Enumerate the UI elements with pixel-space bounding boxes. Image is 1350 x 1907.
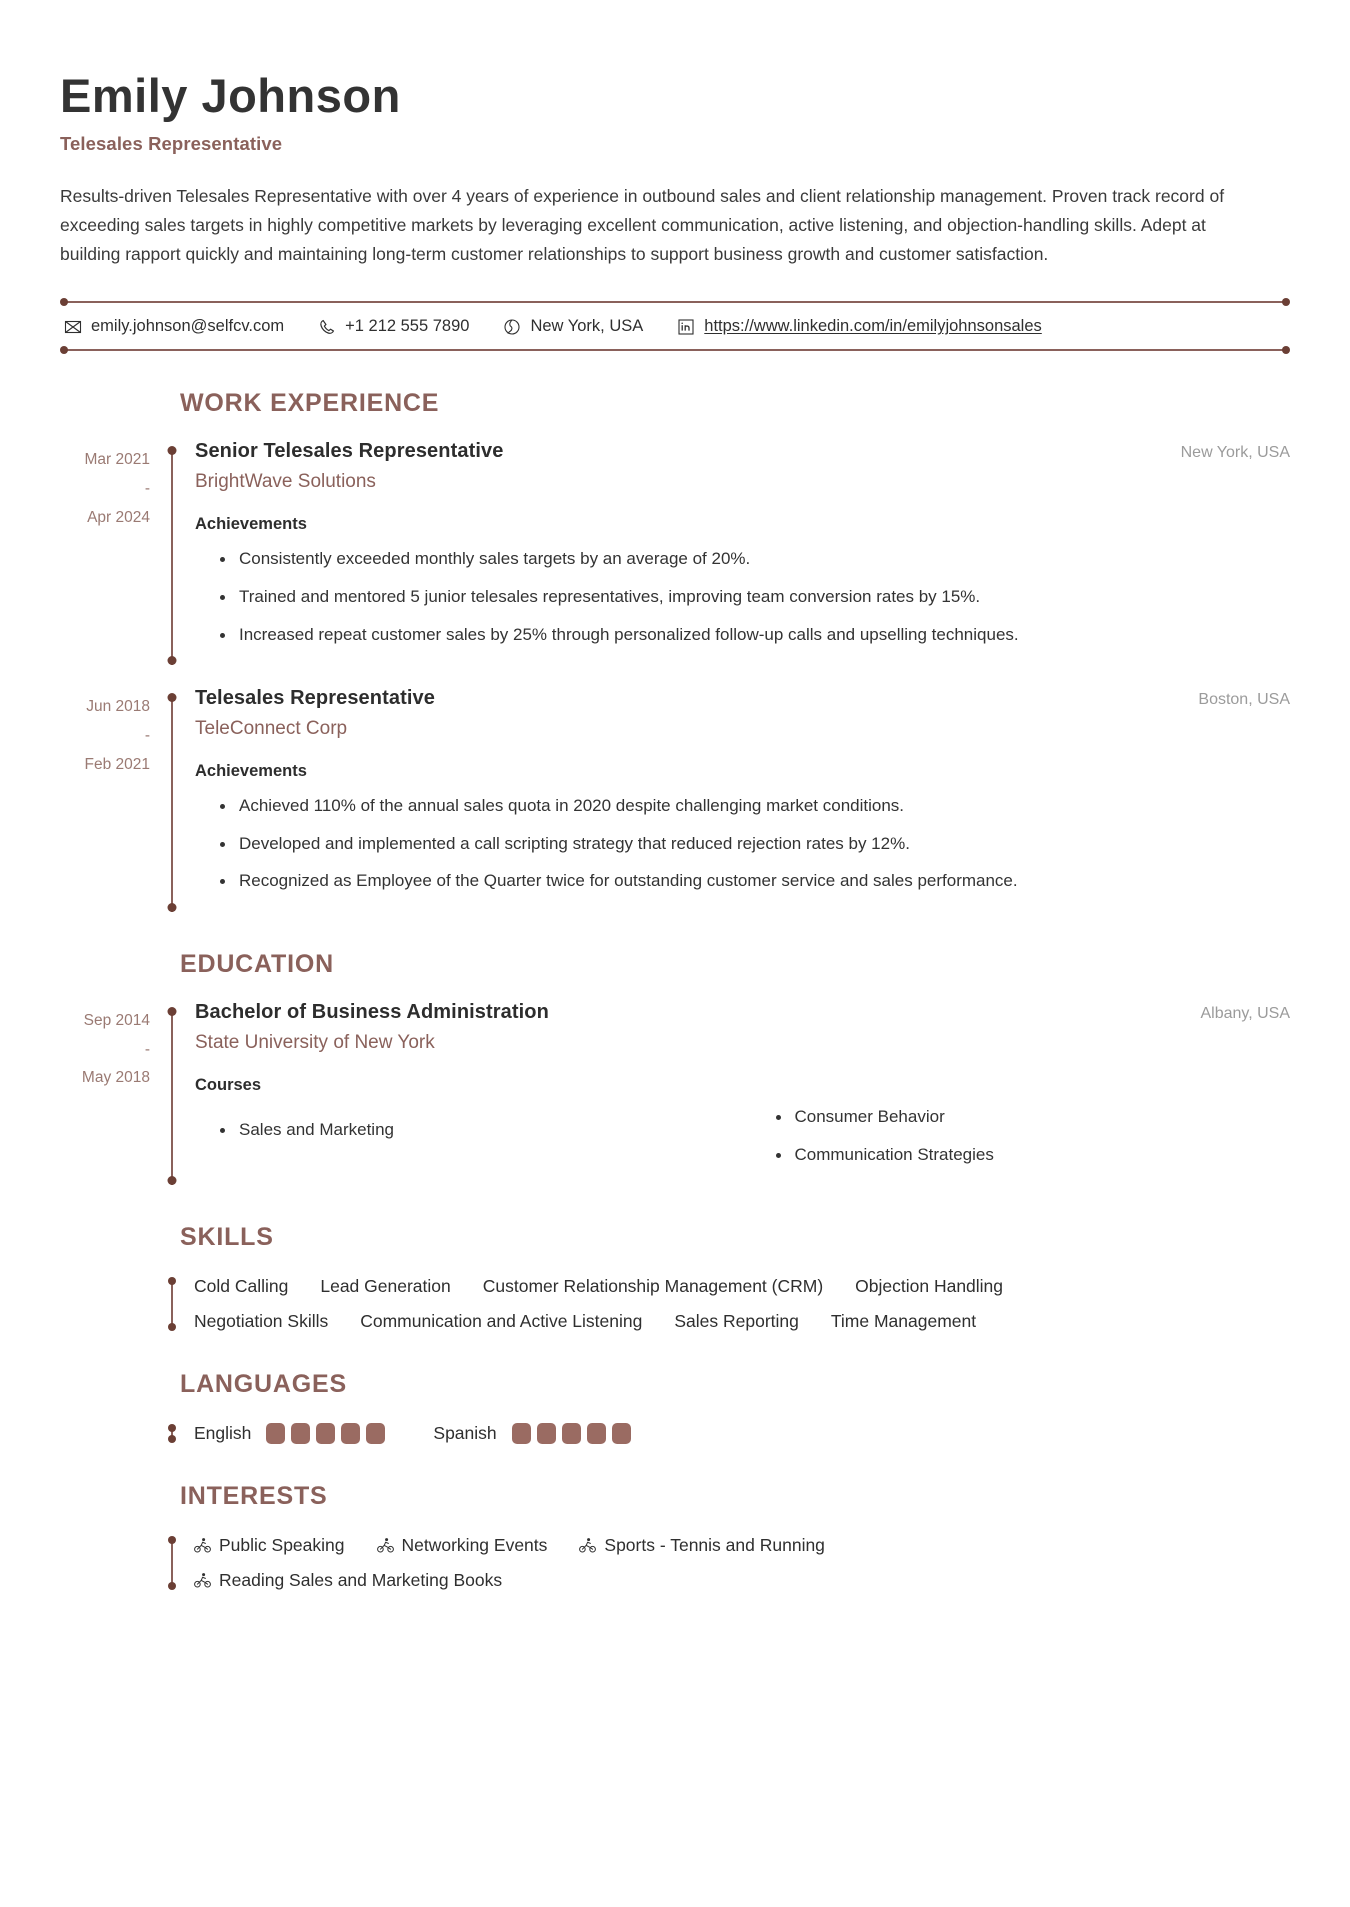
skill-item: Time Management bbox=[830, 1311, 977, 1332]
work-entry-sublabel: Achievements bbox=[195, 515, 307, 534]
section-work-experience bbox=[60, 389, 1290, 912]
cycling-icon bbox=[194, 1537, 211, 1554]
cycling-icon bbox=[377, 1537, 394, 1554]
contact-list bbox=[60, 303, 1290, 349]
list-item: Trained and mentored 5 junior telesales representatives, improving team conversion rates by 15%. bbox=[239, 585, 1290, 610]
date-end: May 2018 bbox=[81, 1069, 150, 1087]
work-entry-title: Telesales Representative bbox=[195, 687, 435, 710]
skills-block bbox=[164, 1276, 1290, 1332]
timeline-marker bbox=[164, 440, 180, 665]
contact-email[interactable] bbox=[64, 317, 284, 336]
section-title-work: WORK EXPERIENCE bbox=[180, 389, 440, 418]
skills-row bbox=[194, 1311, 1290, 1332]
phone-icon bbox=[318, 318, 336, 336]
date-start: Mar 2021 bbox=[84, 451, 150, 469]
interest-rows bbox=[194, 1535, 1290, 1591]
section-title-languages: LANGUAGES bbox=[180, 1370, 347, 1399]
education-entry-dates bbox=[60, 1001, 164, 1185]
education-entry-title: Bachelor of Business Administration bbox=[195, 1001, 549, 1024]
skill-item: Cold Calling bbox=[194, 1276, 289, 1297]
skills-rows bbox=[194, 1276, 1290, 1332]
contact-phone-text: +1 212 555 7890 bbox=[345, 317, 470, 336]
timeline-marker bbox=[164, 1423, 180, 1444]
work-entry-head bbox=[195, 687, 1290, 710]
cycling-icon bbox=[579, 1537, 596, 1554]
level-square bbox=[587, 1423, 606, 1444]
education-entry-body bbox=[180, 1001, 1290, 1185]
work-entry bbox=[60, 440, 1290, 665]
timeline-marker bbox=[164, 1535, 180, 1591]
list-item: Developed and implemented a call scripting strategy that reduced rejection rates by 12%. bbox=[239, 832, 1290, 857]
work-entry bbox=[60, 687, 1290, 912]
level-square bbox=[512, 1423, 531, 1444]
work-entry-title: Senior Telesales Representative bbox=[195, 440, 504, 463]
skills-row bbox=[194, 1276, 1290, 1297]
languages-body bbox=[180, 1423, 1290, 1444]
timeline-dot-top bbox=[168, 446, 177, 455]
date-dash: - bbox=[144, 726, 150, 744]
skill-item: Customer Relationship Management (CRM) bbox=[482, 1276, 824, 1297]
language-name: English bbox=[194, 1423, 252, 1444]
work-entry-bullets bbox=[195, 794, 1290, 894]
timeline-dot-bottom bbox=[168, 1176, 177, 1185]
date-start: Sep 2014 bbox=[83, 1012, 150, 1030]
section-education bbox=[60, 950, 1290, 1185]
interest-label: Networking Events bbox=[401, 1535, 548, 1556]
list-item: Sales and Marketing bbox=[239, 1118, 735, 1143]
languages-block bbox=[164, 1423, 1290, 1444]
interest-item bbox=[194, 1570, 502, 1591]
timeline-line bbox=[171, 1013, 173, 1185]
work-entry-location: Boston, USA bbox=[1198, 691, 1290, 709]
timeline-line bbox=[171, 452, 173, 665]
level-square bbox=[366, 1423, 385, 1444]
interest-label: Sports - Tennis and Running bbox=[604, 1535, 825, 1556]
timeline-line bbox=[171, 1541, 173, 1585]
work-entry-body bbox=[180, 440, 1290, 665]
timeline-marker bbox=[164, 687, 180, 912]
date-end: Apr 2024 bbox=[87, 508, 150, 526]
skill-item: Objection Handling bbox=[855, 1276, 1004, 1297]
timeline-dot-top bbox=[168, 693, 177, 702]
list-item: Achieved 110% of the annual sales quota in 2020 despite challenging market conditions. bbox=[239, 794, 1290, 819]
language-level-meter bbox=[512, 1423, 631, 1444]
timeline-dot-bottom bbox=[168, 656, 177, 665]
level-square bbox=[537, 1423, 556, 1444]
work-entry-head bbox=[195, 440, 1290, 463]
language-item-english bbox=[194, 1423, 385, 1444]
date-end: Feb 2021 bbox=[84, 755, 150, 773]
skill-item: Sales Reporting bbox=[674, 1311, 799, 1332]
list-item: Consumer Behavior bbox=[795, 1105, 1291, 1130]
interests-body bbox=[180, 1535, 1290, 1591]
interests-block bbox=[164, 1535, 1290, 1591]
level-square bbox=[612, 1423, 631, 1444]
work-entry-bullets bbox=[195, 547, 1290, 647]
timeline-dot-top bbox=[168, 1007, 177, 1016]
section-languages bbox=[60, 1370, 1290, 1444]
timeline-line bbox=[171, 699, 173, 912]
date-start: Jun 2018 bbox=[86, 698, 150, 716]
list-item: Recognized as Employee of the Quarter twice for outstanding customer service and sales performance. bbox=[239, 869, 1290, 894]
date-dash: - bbox=[144, 1040, 150, 1058]
work-entry-organization: BrightWave Solutions bbox=[195, 471, 376, 493]
candidate-name: Emily Johnson bbox=[60, 69, 401, 122]
section-title-skills: SKILLS bbox=[180, 1223, 274, 1252]
interest-item bbox=[377, 1535, 548, 1556]
list-item: Increased repeat customer sales by 25% through personalized follow-up calls and upselling techniques. bbox=[239, 623, 1290, 648]
skills-body bbox=[180, 1276, 1290, 1332]
section-skills bbox=[60, 1223, 1290, 1332]
skill-item: Communication and Active Listening bbox=[360, 1311, 643, 1332]
section-title-education: EDUCATION bbox=[180, 950, 334, 979]
education-entry-sublabel: Courses bbox=[195, 1076, 262, 1095]
work-entry-dates bbox=[60, 687, 164, 912]
resume-header bbox=[60, 70, 1290, 269]
interest-row bbox=[194, 1570, 1290, 1591]
interest-item bbox=[579, 1535, 825, 1556]
location-icon bbox=[503, 318, 521, 336]
level-square bbox=[562, 1423, 581, 1444]
linkedin-icon bbox=[677, 318, 695, 336]
level-square bbox=[291, 1423, 310, 1444]
level-square bbox=[341, 1423, 360, 1444]
contact-location bbox=[503, 317, 643, 336]
list-item: Consistently exceeded monthly sales targets by an average of 20%. bbox=[239, 547, 1290, 572]
language-name: Spanish bbox=[433, 1423, 497, 1444]
work-entry-dates bbox=[60, 440, 164, 665]
candidate-job-title: Telesales Representative bbox=[60, 132, 283, 154]
date-dash: - bbox=[144, 479, 150, 497]
education-entry-organization: State University of New York bbox=[195, 1032, 435, 1054]
interest-label: Public Speaking bbox=[219, 1535, 345, 1556]
contact-location-text: New York, USA bbox=[530, 317, 644, 336]
contact-rule-top bbox=[66, 301, 1284, 303]
work-entry-organization: TeleConnect Corp bbox=[195, 718, 348, 740]
work-entry-body bbox=[180, 687, 1290, 912]
section-title-interests: INTERESTS bbox=[180, 1482, 328, 1511]
language-item-spanish bbox=[433, 1423, 630, 1444]
section-interests bbox=[60, 1482, 1290, 1591]
interest-item bbox=[194, 1535, 345, 1556]
contact-bar bbox=[60, 301, 1290, 351]
education-entry-head bbox=[195, 1001, 1290, 1024]
contact-linkedin-text[interactable]: https://www.linkedin.com/in/emilyjohnsonsales bbox=[704, 317, 1042, 336]
skill-item: Negotiation Skills bbox=[194, 1311, 329, 1332]
professional-summary: Results-driven Telesales Representative with over 4 years of experience in outbound sales and client relationship management. Proven track record of exceeding sales targets in highly competitive markets by leveraging excellent communication, active listening, and objection-handling skills. Adept at building rapport quickly and maintaining long-term customer relationships to support business growth and customer satisfaction. bbox=[60, 185, 1225, 265]
timeline-line bbox=[171, 1429, 173, 1438]
contact-rule-bottom bbox=[66, 349, 1284, 351]
timeline-line bbox=[171, 1282, 173, 1326]
education-entry-location: Albany, USA bbox=[1200, 1005, 1290, 1023]
timeline-marker bbox=[164, 1001, 180, 1185]
level-square bbox=[316, 1423, 335, 1444]
interest-row bbox=[194, 1535, 1290, 1556]
languages-row bbox=[194, 1423, 1290, 1444]
timeline-dot-bottom bbox=[168, 903, 177, 912]
interest-label: Reading Sales and Marketing Books bbox=[219, 1570, 503, 1591]
level-square bbox=[266, 1423, 285, 1444]
education-courses-list bbox=[195, 1105, 1290, 1167]
skill-item: Lead Generation bbox=[320, 1276, 451, 1297]
envelope-icon bbox=[64, 318, 82, 336]
work-entry-location: New York, USA bbox=[1180, 444, 1290, 462]
list-item: Communication Strategies bbox=[795, 1143, 1291, 1168]
contact-linkedin[interactable] bbox=[677, 317, 1042, 336]
timeline-marker bbox=[164, 1276, 180, 1332]
contact-phone[interactable] bbox=[318, 317, 469, 336]
language-level-meter bbox=[266, 1423, 385, 1444]
cycling-icon bbox=[194, 1572, 211, 1589]
work-entry-sublabel: Achievements bbox=[195, 762, 307, 781]
education-entry bbox=[60, 1001, 1290, 1185]
contact-email-text: emily.johnson@selfcv.com bbox=[91, 317, 285, 336]
